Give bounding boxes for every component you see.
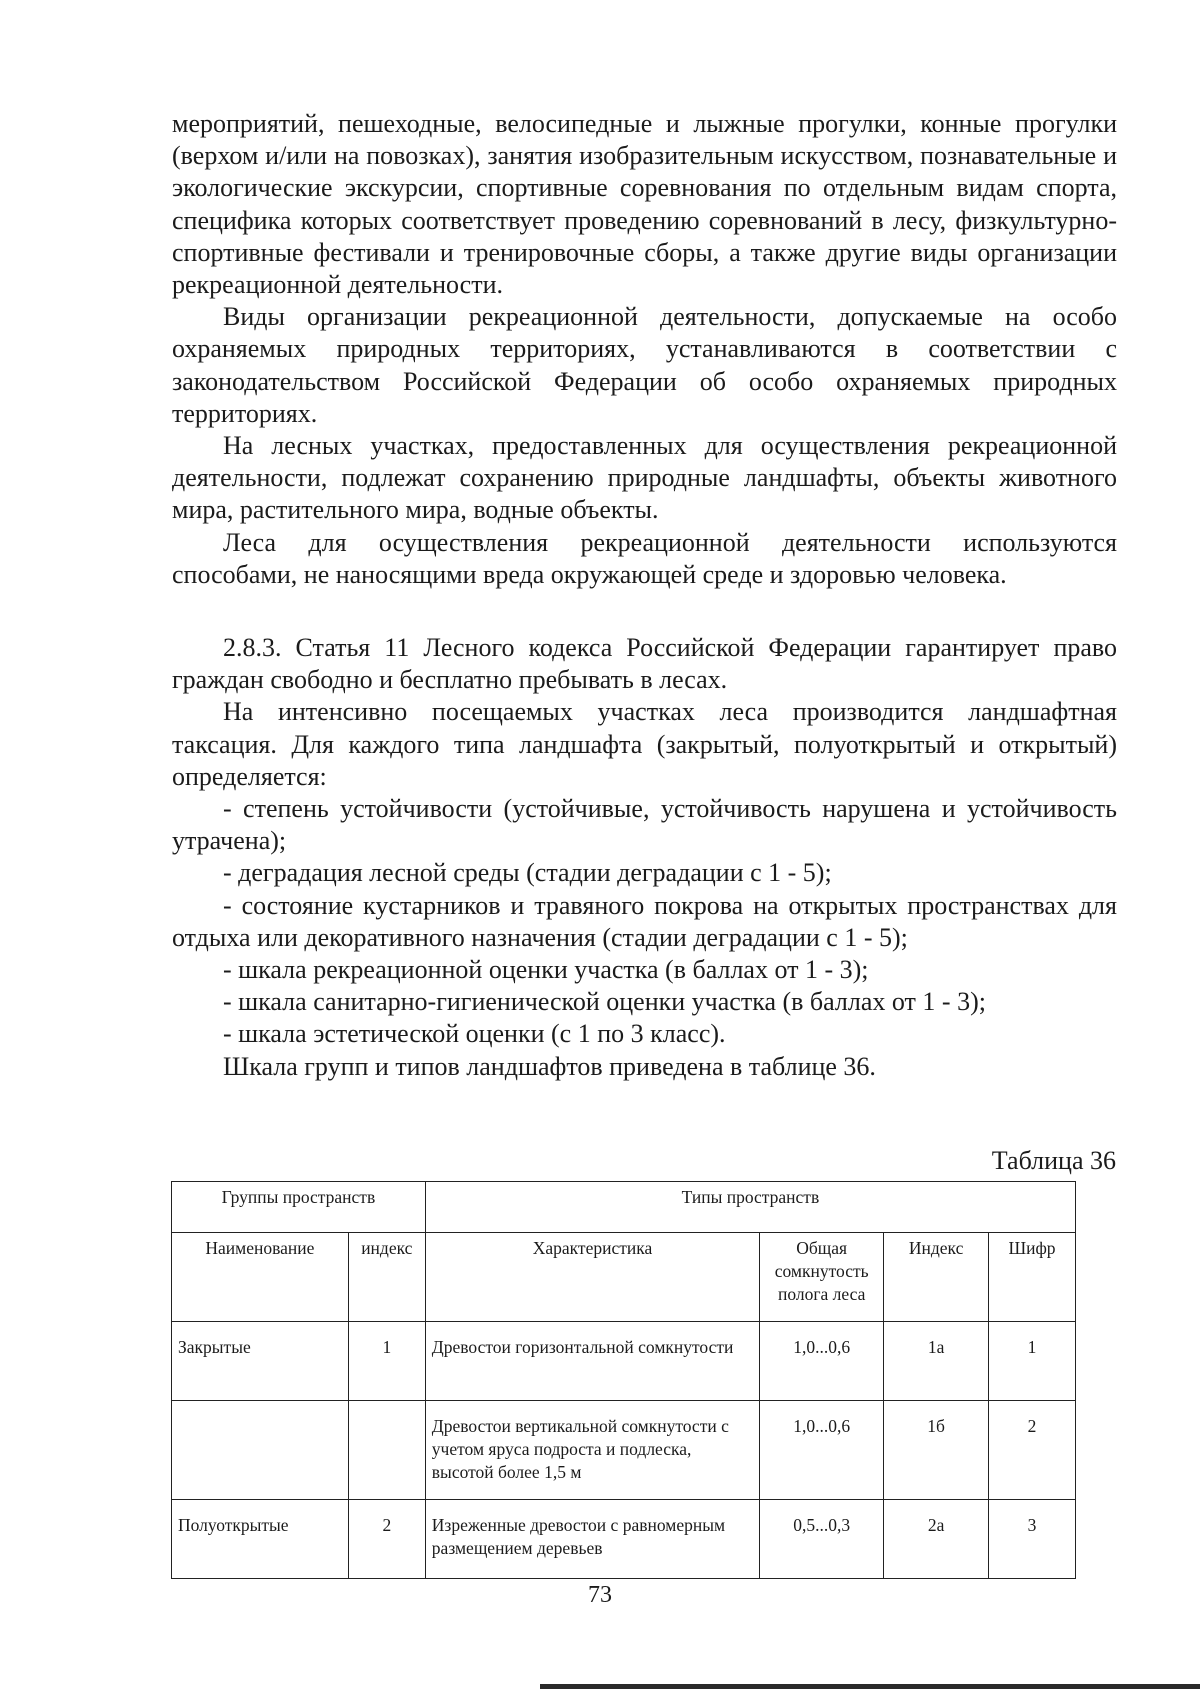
paragraph-protected-areas: Виды организации рекреационной деятельности, допускаемые на особо охраняемых природных территориях, устанавливаются в соответствии с законодательством Российской Федерации об особо охраняемых природных территориях. (172, 302, 1117, 428)
cell-canopy-density: 0,5...0,3 (760, 1500, 884, 1579)
cell-characteristic: Изреженные древостои с равномерным размещением деревьев (425, 1500, 759, 1579)
column-header-name: Наименование (172, 1233, 349, 1322)
header-space-groups: Группы пространств (172, 1182, 426, 1233)
cell-canopy-density: 1,0...0,6 (760, 1401, 884, 1500)
body-text-section-1 (172, 108, 1117, 591)
table-row (172, 1401, 1076, 1500)
paragraph-forest-use-methods: Леса для осуществления рекреационной деятельности используются способами, не наносящими вреда окружающей среде и здоровью человека. (172, 527, 1117, 589)
cell-code: 2 (989, 1401, 1076, 1500)
table-column-header-row (172, 1233, 1076, 1322)
cell-index (348, 1401, 425, 1500)
table-group-header-row (172, 1182, 1076, 1233)
cell-type-index: 1б (884, 1401, 989, 1500)
list-item-shrub-condition: - состояние кустарников и травяного покрова на открытых пространствах для отдыха или декоративного назначения (стадии деградации с 1 - 5); (172, 890, 1117, 952)
paragraph-landscape-preservation: На лесных участках, предоставленных для осуществления рекреационной деятельности, подлежат сохранению природные ландшафты, объекты животного мира, растительного мира, водные объекты. (172, 431, 1117, 525)
list-item-recreation-score: - шкала рекреационной оценки участка (в баллах от 1 - 3); (223, 955, 869, 985)
column-header-index: индекс (348, 1233, 425, 1322)
paragraph-table-reference: Шкала групп и типов ландшафтов приведена в таблице 36. (223, 1051, 876, 1081)
cell-name: Полуоткрытые (172, 1500, 349, 1579)
cell-characteristic: Древостои горизонтальной сомкнутости (425, 1322, 759, 1401)
scan-edge-line (540, 1684, 1200, 1689)
cell-canopy-density: 1,0...0,6 (760, 1322, 884, 1401)
page-number: 73 (588, 1582, 612, 1608)
column-header-canopy-density: Общая сомкнутость полога леса (760, 1233, 884, 1322)
cell-code: 3 (989, 1500, 1076, 1579)
column-header-characteristic: Характеристика (425, 1233, 759, 1322)
cell-code: 1 (989, 1322, 1076, 1401)
cell-type-index: 1а (884, 1322, 989, 1401)
body-text-section-2 (172, 632, 1117, 1083)
cell-index: 2 (348, 1500, 425, 1579)
list-item-sanitary-score: - шкала санитарно-гигиенической оценки участка (в баллах от 1 - 3); (223, 987, 986, 1017)
list-item-stability: - степень устойчивости (устойчивые, устойчивость нарушена и устойчивость утрачена); (172, 794, 1117, 856)
paragraph-article-11: 2.8.3. Статья 11 Лесного кодекса Российской Федерации гарантирует право граждан свободно и бесплатно пребывать в лесах. (172, 633, 1117, 695)
table-row (172, 1322, 1076, 1401)
cell-index: 1 (348, 1322, 425, 1401)
paragraph-recreation-activities: мероприятий, пешеходные, велосипедные и лыжные прогулки, конные прогулки (верхом и/или на повозках), занятия изобразительным искусством, познавательные и экологические экскурсии, спортивные соревнования по отдельным видам спорта, специфика которых соответствует проведению соревнований в лесу, физкультурно-спортивные фестивали и тренировочные сборы, а также другие виды организации рекреационной деятельности. (172, 109, 1117, 300)
list-item-aesthetic-score: - шкала эстетической оценки (с 1 по 3 класс). (223, 1019, 726, 1049)
cell-name: Закрытые (172, 1322, 349, 1401)
cell-type-index: 2а (884, 1500, 989, 1579)
landscape-types-table (171, 1181, 1076, 1579)
cell-characteristic: Древостои вертикальной сомкнутости с учетом яруса подроста и подлеска, высотой более 1,5 м (425, 1401, 759, 1500)
table-row (172, 1500, 1076, 1579)
column-header-code: Шифр (989, 1233, 1076, 1322)
header-space-types: Типы пространств (425, 1182, 1075, 1233)
cell-name (172, 1401, 349, 1500)
table-caption: Таблица 36 (991, 1146, 1116, 1175)
column-header-type-index: Индекс (884, 1233, 989, 1322)
paragraph-landscape-taxation: На интенсивно посещаемых участках леса производится ландшафтная таксация. Для каждого типа ландшафта (закрытый, полуоткрытый и открытый) определяется: (172, 697, 1117, 791)
list-item-degradation: - деградация лесной среды (стадии деградации с 1 - 5); (223, 858, 832, 888)
